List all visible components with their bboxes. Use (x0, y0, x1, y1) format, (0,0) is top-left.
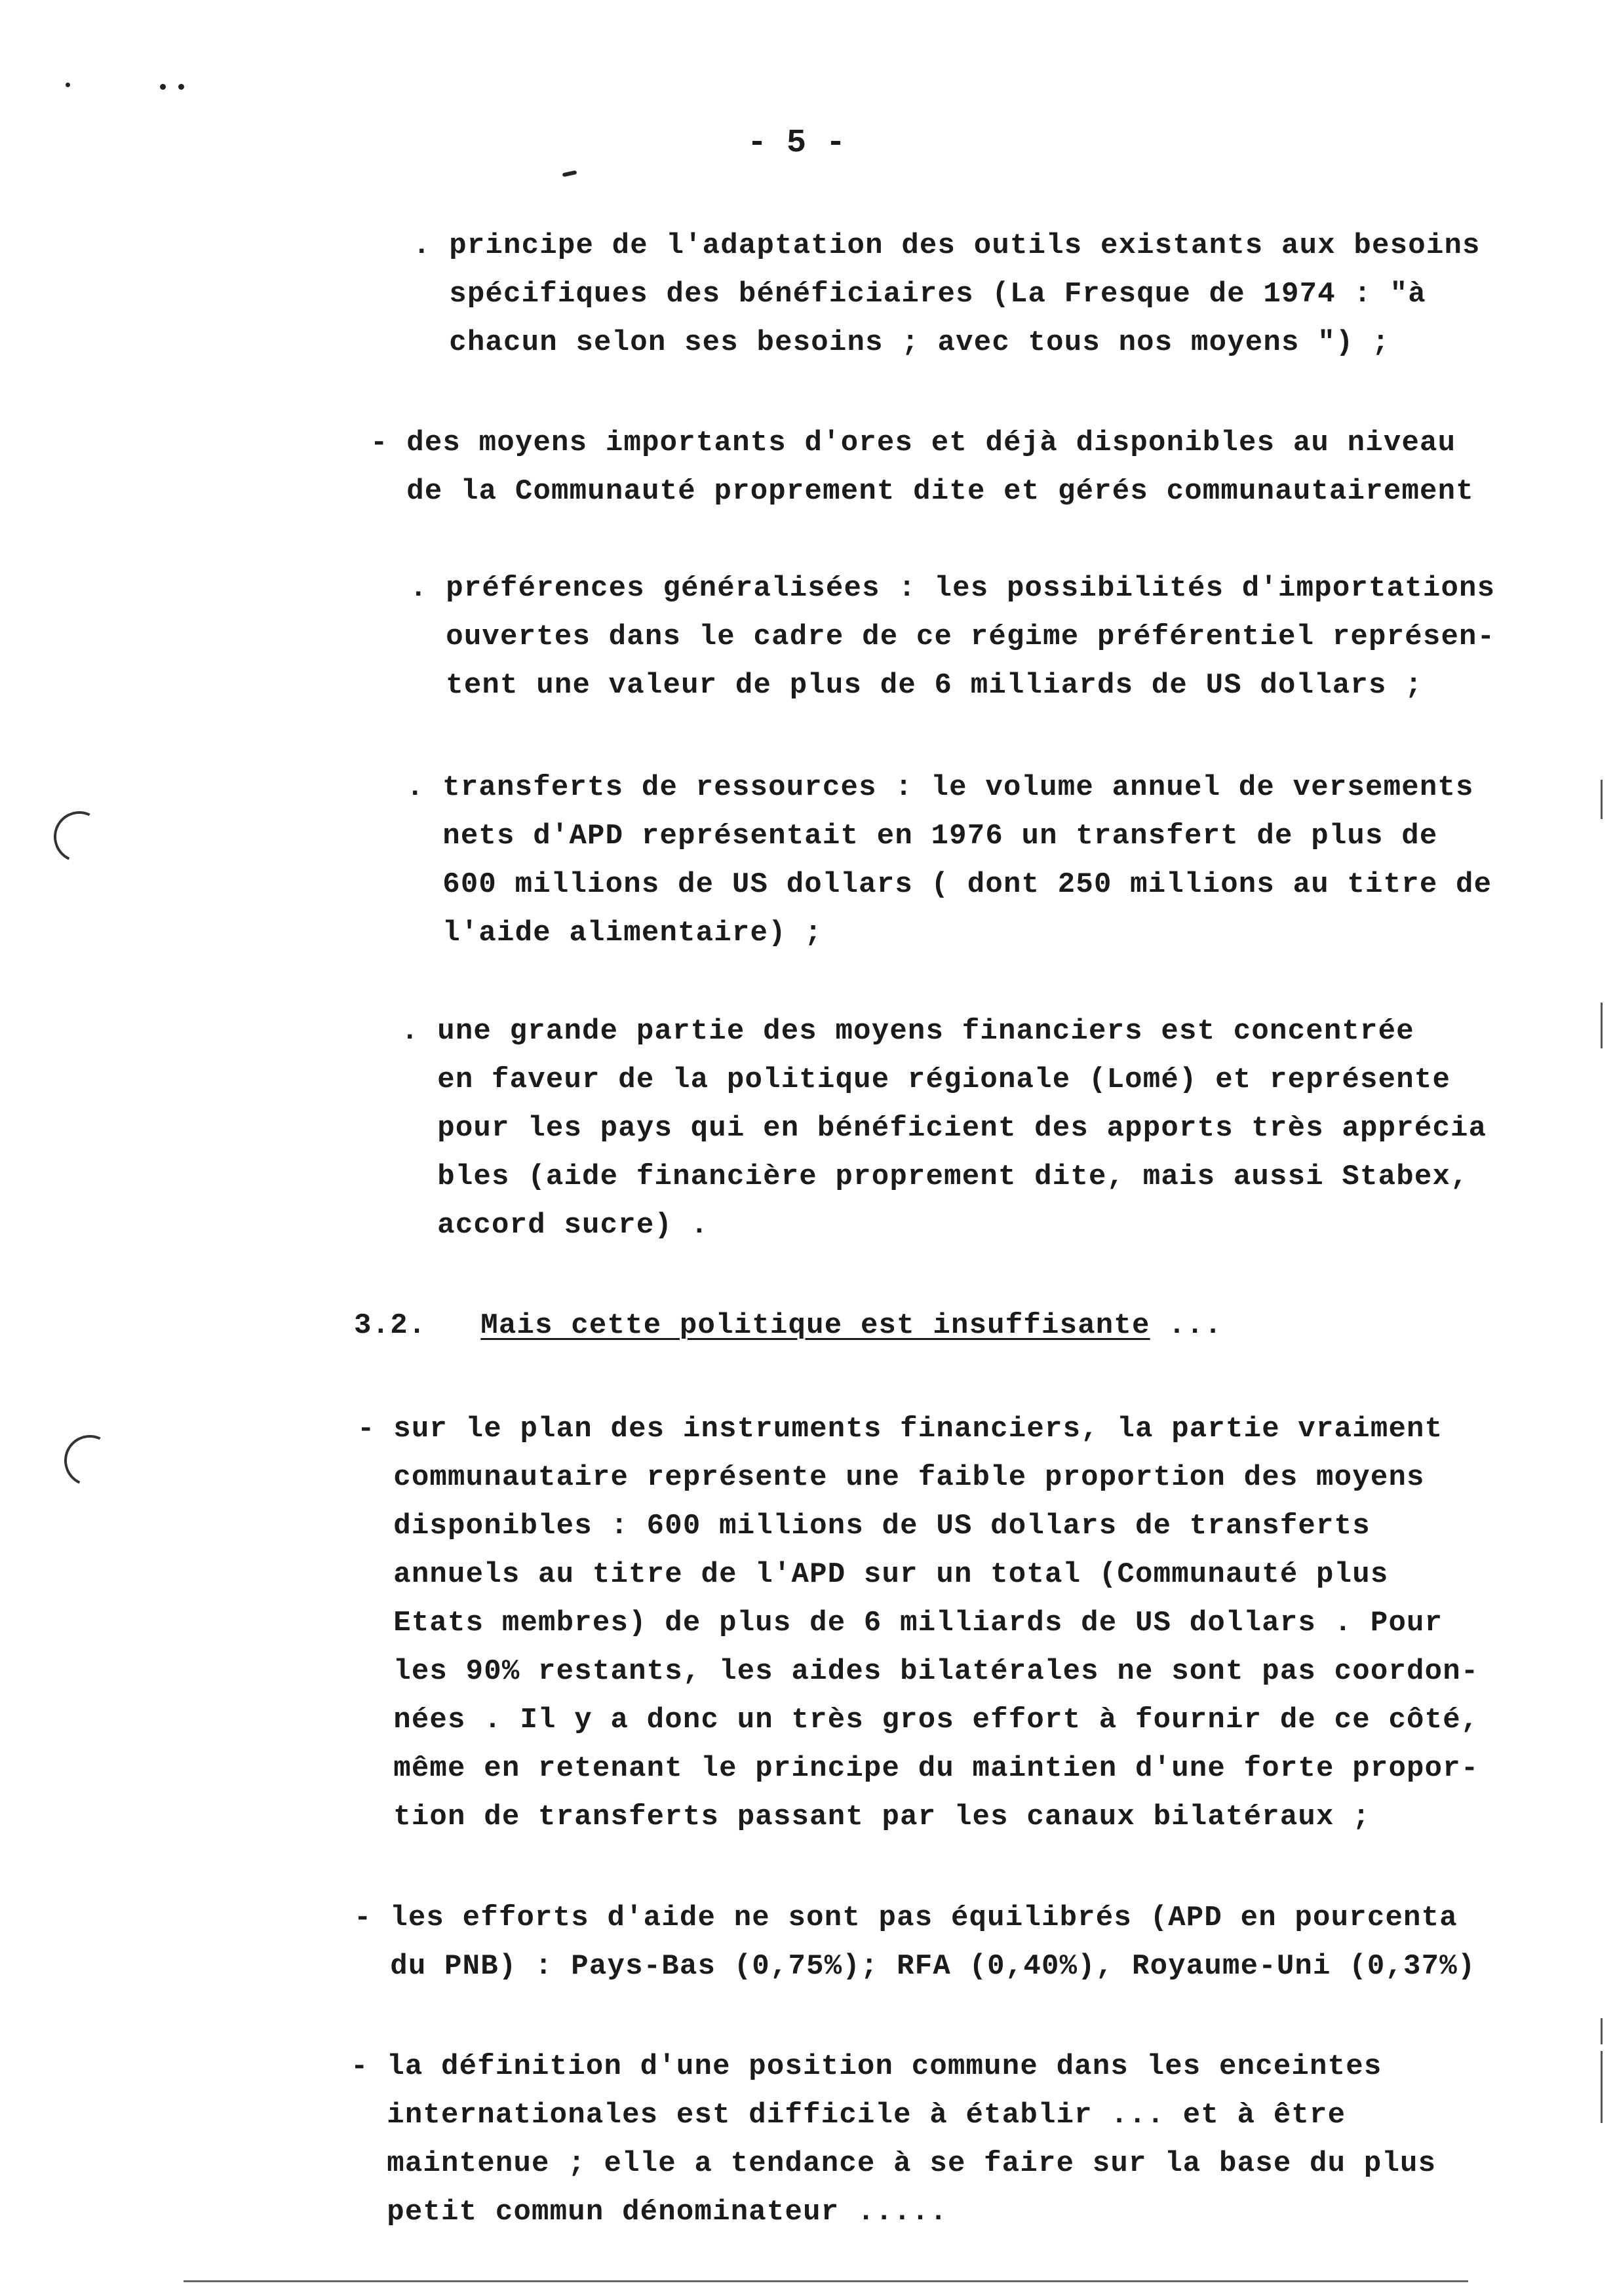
text-line: en faveur de la politique régionale (Lomé) et représente (401, 1063, 1451, 1096)
text-line: . transferts de ressources : le volume annuel de versements (406, 771, 1474, 804)
text-line: . préférences généralisées : les possibilités d'importations (410, 572, 1496, 605)
text-line: nets d'APD représentait en 1976 un transfert de plus de (406, 820, 1438, 852)
text-line: même en retenant le principe du maintien d'une forte propor- (357, 1752, 1479, 1785)
scan-edge-mark (1601, 2018, 1603, 2044)
text-line: les 90% restants, les aides bilatérales ne sont pas coordon- (357, 1655, 1479, 1688)
scan-speck (160, 84, 166, 90)
text-line: tent une valeur de plus de 6 milliards de US dollars ; (410, 669, 1423, 702)
scan-edge-mark (1601, 1003, 1603, 1048)
section-title: Mais cette politique est insuffisante (480, 1309, 1150, 1342)
text-line: nées . Il y a donc un très gros effort à fournir de ce côté, (357, 1704, 1479, 1736)
page-number: - 5 - (747, 124, 846, 162)
text-line: annuels au titre de l'APD sur un total (Communauté plus (357, 1558, 1389, 1591)
section-heading (354, 1306, 1222, 1345)
text-line: . principe de l'adaptation des outils existants aux besoins (413, 229, 1481, 262)
text-line: ouvertes dans le cadre de ce régime préférentiel représen- (410, 621, 1496, 653)
text-line: internationales est difficile à établir ... et à être (351, 2099, 1346, 2132)
text-line: - la définition d'une position commune dans les enceintes (351, 2050, 1382, 2083)
text-line: 600 millions de US dollars ( dont 250 millions au titre de (406, 868, 1492, 901)
text-line: - les efforts d'aide ne sont pas équilibrés (APD en pourcenta (354, 1902, 1458, 1934)
text-line: spécifiques des bénéficiaires (La Fresque de 1974 : "à (413, 278, 1426, 311)
text-line: tion de transferts passant par les canaux bilatéraux ; (357, 1801, 1371, 1833)
text-line: chacun selon ses besoins ; avec tous nos moyens ") ; (413, 326, 1390, 359)
scan-speck (562, 170, 577, 177)
punch-hole-mark (57, 1428, 123, 1493)
text-line: - sur le plan des instruments financiers, la partie vraiment (357, 1413, 1443, 1445)
scan-speck (178, 84, 184, 90)
text-line: l'aide alimentaire) ; (406, 917, 823, 949)
text-line: du PNB) : Pays-Bas (0,75%); RFA (0,40%), Royaume-Uni (0,37%) (354, 1950, 1476, 1983)
scan-edge-mark (1601, 2051, 1603, 2123)
text-line: communautaire représente une faible proportion des moyens (357, 1461, 1425, 1494)
scan-speck (66, 83, 70, 87)
text-line: disponibles : 600 millions de US dollars de transferts (357, 1510, 1371, 1542)
text-line: . une grande partie des moyens financiers est concentrée (401, 1015, 1414, 1048)
scan-bottom-rule (184, 2280, 1468, 2282)
text-line: accord sucre) . (401, 1209, 709, 1242)
text-line: maintenue ; elle a tendance à se faire sur la base du plus (351, 2147, 1437, 2180)
text-line: petit commun dénominateur ..... (351, 2196, 948, 2229)
punch-hole-mark (47, 804, 112, 870)
text-line: pour les pays qui en bénéficient des apports très apprécia (401, 1112, 1487, 1145)
text-line: - des moyens importants d'ores et déjà disponibles au niveau (370, 427, 1456, 459)
text-line: bles (aide financière proprement dite, mais aussi Stabex, (401, 1160, 1469, 1193)
scan-edge-mark (1601, 780, 1603, 819)
text-line: de la Communauté proprement dite et gérés communautairement (370, 475, 1474, 508)
section-title-tail: ... (1150, 1309, 1223, 1342)
section-number: 3.2. (354, 1309, 427, 1342)
text-line: Etats membres) de plus de 6 milliards de US dollars . Pour (357, 1607, 1443, 1639)
